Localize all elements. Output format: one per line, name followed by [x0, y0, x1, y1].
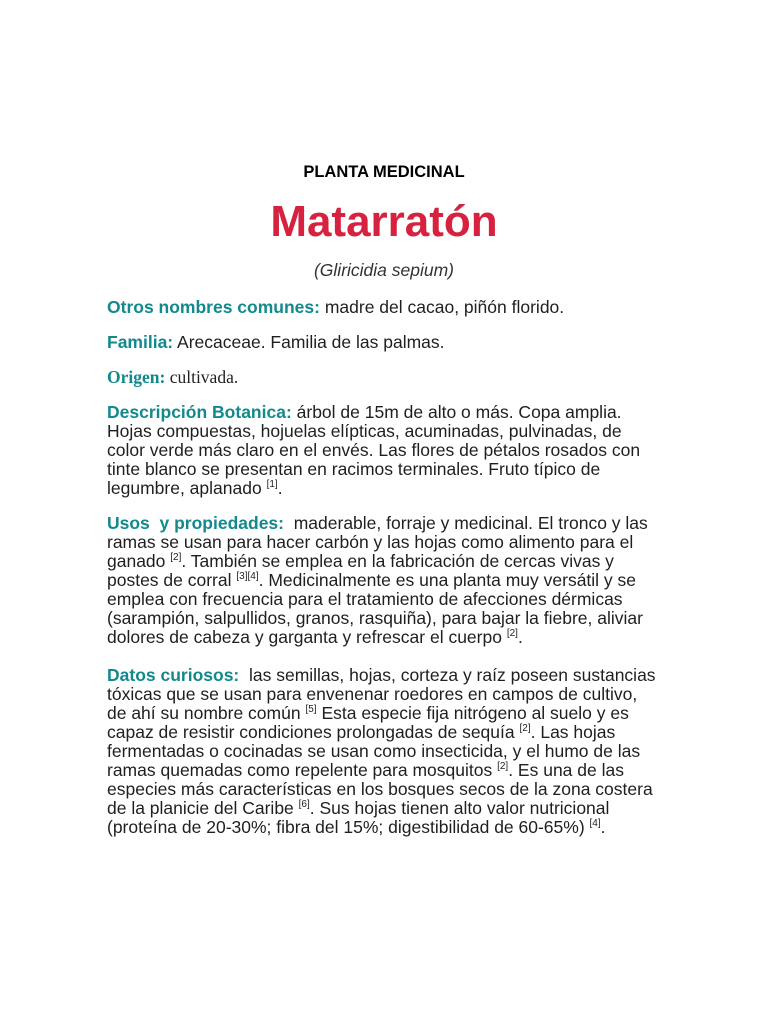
section-text: cultivada.	[165, 366, 239, 387]
section-text: legumbre, aplanado	[107, 477, 267, 498]
text-line	[107, 514, 727, 533]
section-label: Origen:	[107, 366, 166, 387]
section-label: Otros nombres comunes:	[107, 296, 320, 317]
section-origin	[107, 368, 727, 387]
text-line	[107, 460, 727, 479]
text-line	[107, 761, 727, 780]
section-label: Descripción Botanica:	[107, 401, 292, 422]
section-text: de ahí su nombre común	[107, 702, 306, 723]
section-text: . Medicinalmente es una planta muy versátil y se	[258, 569, 637, 590]
section-text: (proteína de 20-30%; fibra del 15%; digestibilidad de 60-65%)	[107, 816, 590, 837]
section-text: maderable, forraje y medicinal. El tronco y las	[284, 512, 648, 533]
scientific-name: (Gliricidia sepium)	[313, 260, 455, 280]
section-text: madre del cacao, piñón florido.	[319, 296, 565, 317]
document-title: Matarratón	[270, 197, 498, 246]
citation-ref: [2]	[519, 722, 531, 734]
text-line	[107, 818, 727, 837]
text-line	[107, 552, 727, 571]
section-label: Datos curiosos:	[107, 664, 240, 685]
section-label: Familia:	[107, 331, 174, 352]
text-line	[107, 298, 727, 317]
section-uses	[107, 514, 727, 647]
text-line	[107, 422, 727, 441]
section-text: ramas se usan para hacer carbón y las hojas como alimento para el	[107, 531, 634, 552]
text-line	[107, 799, 727, 818]
text-line	[107, 403, 727, 422]
text-line	[107, 368, 727, 387]
section-text: ganado	[107, 550, 171, 571]
section-botanical-description	[107, 403, 727, 498]
citation-ref: [3][4]	[236, 570, 259, 582]
document-kicker: PLANTA MEDICINAL	[303, 163, 465, 181]
text-line	[107, 742, 727, 761]
section-text: capaz de resistir condiciones prolongadas de sequía	[107, 721, 520, 742]
section-text: . Sus hojas tienen alto valor nutricional	[309, 797, 610, 818]
section-text: (sarampión, salpullidos, granos, rasquiña), para bajar la fiebre, aliviar	[107, 607, 643, 628]
section-text: . Las hojas	[530, 721, 616, 742]
citation-ref: [2]	[506, 627, 518, 639]
text-line	[107, 333, 727, 352]
section-text: árbol de 15m de alto o más. Copa amplia.	[291, 401, 622, 422]
text-line	[107, 533, 727, 552]
section-text: de la planicie del Caribe	[107, 797, 299, 818]
citation-ref: [5]	[305, 703, 317, 715]
section-text: .	[277, 477, 283, 498]
document-body	[107, 298, 727, 853]
citation-ref: [6]	[298, 798, 310, 810]
section-text: . También se emplea en la fabricación de cercas vivas y	[181, 550, 614, 571]
text-line	[107, 723, 727, 742]
section-text: las semillas, hojas, corteza y raíz poseen sustancias	[239, 664, 656, 685]
section-text: postes de corral	[107, 569, 237, 590]
section-text: ramas quemadas como repelente para mosquitos	[107, 759, 498, 780]
section-text: .	[600, 816, 606, 837]
section-common-names	[107, 298, 727, 317]
text-line	[107, 628, 727, 647]
section-family	[107, 333, 727, 352]
section-text: . Es una de las	[508, 759, 624, 780]
section-text: color verde más claro en el envés. Las flores de pétalos rosados con	[107, 439, 641, 460]
text-line	[107, 704, 727, 723]
section-text: emplea con frecuencia para el tratamiento de afecciones dérmicas	[107, 588, 623, 609]
text-line	[107, 441, 727, 460]
text-line	[107, 666, 727, 685]
citation-ref: [2]	[170, 551, 182, 563]
section-text: .	[517, 626, 523, 647]
section-text: Hojas compuestas, hojuelas elípticas, acuminadas, pulvinadas, de	[107, 420, 622, 441]
text-line	[107, 590, 727, 609]
section-label: Usos y propiedades:	[107, 512, 284, 533]
section-text: Esta especie fija nitrógeno al suelo y es	[316, 702, 629, 723]
citation-ref: [1]	[266, 478, 278, 490]
text-line	[107, 479, 727, 498]
section-curious-facts	[107, 666, 727, 837]
citation-ref: [4]	[589, 817, 601, 829]
citation-ref: [2]	[497, 760, 509, 772]
section-text: dolores de cabeza y garganta y refrescar el cuerpo	[107, 626, 507, 647]
section-text: fermentadas o cocinadas se usan como insecticida, y el humo de las	[107, 740, 641, 761]
text-line	[107, 571, 727, 590]
text-line	[107, 685, 727, 704]
section-text: tinte blanco se presentan en racimos terminales. Fruto típico de	[107, 458, 601, 479]
text-line	[107, 780, 727, 799]
section-text: tóxicas que se usan para envenenar roedores en campos de cultivo,	[107, 683, 638, 704]
section-text: especies más características en los bosques secos de la zona costera	[107, 778, 653, 799]
section-text: Arecaceae. Familia de las palmas.	[173, 331, 445, 352]
text-line	[107, 609, 727, 628]
